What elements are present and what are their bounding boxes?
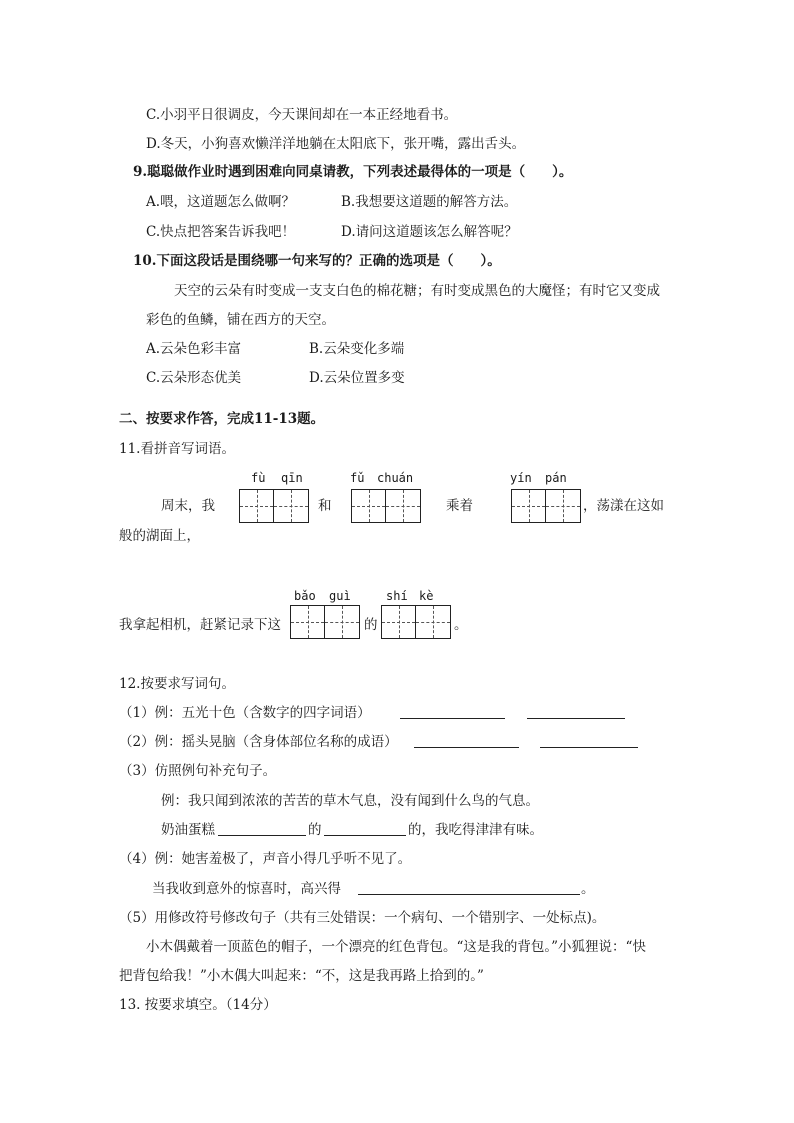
- answer-blank[interactable]: [540, 731, 638, 748]
- writing-cell[interactable]: [240, 490, 274, 522]
- answer-blank[interactable]: [414, 731, 519, 748]
- pinyin-fu2: fǔ: [350, 471, 365, 485]
- q9-option-d: D.请问这道题该怎么解答呢？: [341, 224, 518, 240]
- q12-sub3-end: 的，我吃得津津有味。: [408, 822, 543, 838]
- writing-cell[interactable]: [512, 490, 546, 522]
- q12-sub4-end: 。: [581, 881, 595, 897]
- q12-sub4-task: 当我收到意外的惊喜时，高兴得: [152, 881, 341, 897]
- q11-text-weekend: 周末，我: [161, 498, 215, 514]
- q10-option-b: B.云朵变化多端: [309, 341, 405, 357]
- writing-cell[interactable]: [352, 490, 386, 522]
- q11-text-camera: 我拿起相机，赶紧记录下这: [119, 617, 281, 633]
- q11-text-ride: 乘着: [446, 498, 473, 514]
- writing-grid-2[interactable]: [351, 489, 421, 523]
- writing-grid-4[interactable]: [290, 605, 360, 639]
- q9-option-b: B.我想要这道题的解答方法。: [341, 194, 518, 210]
- q8-option-c: C.小羽平日很调皮，今天课间却在一本正经地看书。: [146, 107, 458, 123]
- pinyin-fu: fù: [251, 471, 266, 485]
- pinyin-shi: shí: [386, 589, 408, 603]
- writing-cell[interactable]: [416, 606, 450, 638]
- pinyin-bao: bǎo: [294, 589, 316, 603]
- pinyin-chuan: chuán: [377, 471, 414, 485]
- answer-blank[interactable]: [358, 878, 580, 895]
- q9-stem: 9.聪聪做作业时遇到困难向同桌请教，下列表述最得体的一项是（ ）。: [133, 164, 573, 180]
- pinyin-qin: qīn: [281, 471, 303, 485]
- pinyin-ke: kè: [419, 589, 434, 603]
- writing-cell[interactable]: [382, 606, 416, 638]
- answer-blank[interactable]: [527, 702, 625, 719]
- q12-sub3-cake: 奶油蛋糕: [161, 822, 215, 838]
- pinyin-pan: pán: [545, 471, 567, 485]
- q11-text-and: 和: [318, 498, 332, 514]
- writing-cell[interactable]: [274, 490, 308, 522]
- pinyin-yin: yín: [510, 471, 532, 485]
- q10-option-a: A.云朵色彩丰富: [146, 341, 242, 357]
- q11-text-lake: 般的湖面上，: [119, 528, 200, 544]
- writing-grid-1[interactable]: [239, 489, 309, 523]
- q8-option-d: D.冬天，小狗喜欢懒洋洋地躺在太阳底下，张开嘴，露出舌头。: [146, 136, 526, 152]
- writing-cell[interactable]: [546, 490, 580, 522]
- q12-sub3-de: 的: [308, 822, 322, 838]
- answer-blank[interactable]: [324, 819, 406, 836]
- q9-option-c: C.快点把答案告诉我吧！: [146, 224, 296, 240]
- q10-option-c: C.云朵形态优美: [146, 370, 242, 386]
- q12-sub4: （4）例：她害羞极了，声音小得几乎听不见了。: [119, 851, 412, 867]
- q10-stem: 10.下面这段话是围绕哪一句来写的？正确的选项是（ ）。: [133, 253, 501, 269]
- q10-option-d: D.云朵位置多变: [309, 370, 405, 386]
- q10-passage-line1: 天空的云朵有时变成一支支白色的棉花糖；有时变成黑色的大魔怪；有时它又变成: [174, 283, 660, 299]
- answer-blank[interactable]: [218, 819, 306, 836]
- pinyin-gui: guì: [329, 589, 351, 603]
- answer-blank[interactable]: [400, 702, 505, 719]
- q13-title: 13. 按要求填空。（14分）: [119, 997, 277, 1013]
- writing-cell[interactable]: [386, 490, 420, 522]
- q12-sub5: （5）用修改符号修改句子（共有三处错误：一个病句、一个错别字、一处标点)。: [119, 910, 606, 926]
- q12-sub3-example: 例：我只闻到浓浓的苦苦的草木气息，没有闻到什么鸟的气息。: [161, 793, 539, 809]
- section2-title: 二、按要求作答，完成11-13题。: [119, 411, 325, 427]
- writing-cell[interactable]: [325, 606, 359, 638]
- writing-grid-5[interactable]: [381, 605, 451, 639]
- q10-passage-line2: 彩色的鱼鳞，铺在西方的天空。: [146, 312, 335, 328]
- writing-cell[interactable]: [291, 606, 325, 638]
- q12-sub2: （2）例：摇头晃脑（含身体部位名称的成语）: [119, 734, 398, 750]
- q12-sub5-passage-line2: 把背包给我！”小木偶大叫起来：“不，这是我再路上拾到的。”: [119, 968, 484, 984]
- q12-sub1: （1）例：五光十色（含数字的四字词语）: [119, 705, 371, 721]
- q9-option-a: A.喂，这道题怎么做啊？: [146, 194, 296, 210]
- q12-sub3: （3）仿照例句补充句子。: [119, 763, 277, 779]
- q11-text-end: 。: [454, 617, 468, 633]
- q12-sub5-passage-line1: 小木偶戴着一顶蓝色的帽子，一个漂亮的红色背包。“这是我的背包。”小狐狸说：“快: [146, 939, 646, 955]
- q12-title: 12.按要求写词句。: [119, 676, 235, 692]
- q11-text-de: 的: [364, 617, 378, 633]
- q11-title: 11.看拼音写词语。: [119, 441, 235, 457]
- q11-text-ripple: ，荡漾在这如: [583, 498, 664, 514]
- writing-grid-3[interactable]: [511, 489, 581, 523]
